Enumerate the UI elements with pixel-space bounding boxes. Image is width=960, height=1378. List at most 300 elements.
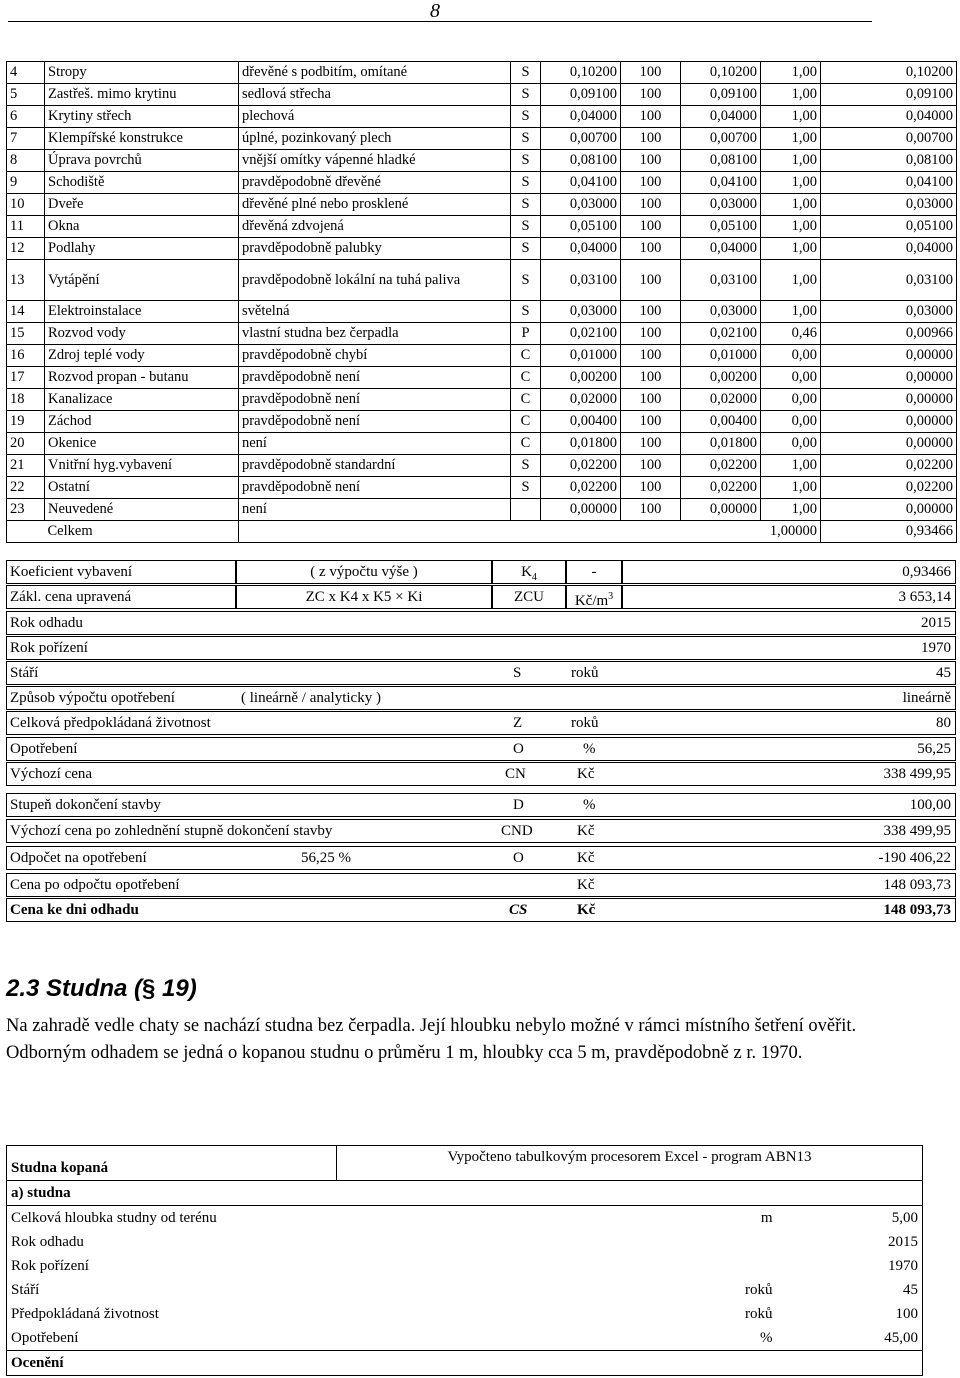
price-label: Zákl. cena upravená: [6, 585, 236, 609]
well-row-unit: m: [760, 1210, 773, 1226]
well-row-label: Celková hloubka studny od terénu: [11, 1210, 217, 1226]
component-desc: pravděpodobně není: [239, 411, 511, 433]
component-no: 14: [7, 301, 45, 323]
age-value: 45: [936, 665, 951, 681]
component-share: 0,04000: [541, 106, 621, 128]
component-desc: dřevěné plné nebo prosklené: [239, 194, 511, 216]
component-adjusted: 0,02200: [681, 477, 761, 499]
component-share: 0,08100: [541, 150, 621, 172]
coef-row: [6, 560, 956, 584]
component-desc: úplné, pozinkovaný plech: [239, 128, 511, 150]
component-category: S: [511, 455, 541, 477]
component-no: 19: [7, 411, 45, 433]
component-adjusted: 0,05100: [681, 216, 761, 238]
component-adjusted: 0,03000: [681, 301, 761, 323]
component-name: Úprava povrchů: [45, 150, 239, 172]
base2-row: [6, 819, 956, 843]
well-row-label: Rok odhadu: [11, 1234, 84, 1250]
final-symbol: CS: [509, 902, 528, 918]
component-coef: 0,00: [761, 345, 821, 367]
component-no: 4: [7, 62, 45, 84]
component-desc: pravděpodobně lokální na tuhá paliva: [239, 260, 511, 301]
component-result: 0,10200: [821, 62, 957, 84]
component-coef: 0,00: [761, 367, 821, 389]
component-row: [7, 106, 957, 128]
component-category: C: [511, 345, 541, 367]
component-no: 10: [7, 194, 45, 216]
final-label: Cena ke dni odhadu: [10, 902, 139, 918]
component-category: S: [511, 260, 541, 301]
component-no: 8: [7, 150, 45, 172]
well-row-label: Rok pořízení: [11, 1258, 89, 1274]
component-coef: 1,00: [761, 106, 821, 128]
component-category: S: [511, 62, 541, 84]
component-adjusted: 0,02000: [681, 389, 761, 411]
component-category: C: [511, 433, 541, 455]
well-row: [7, 1302, 923, 1326]
well-row-label: Stáří: [11, 1282, 40, 1298]
component-row: [7, 323, 957, 345]
component-name: Zastřeš. mimo krytinu: [45, 84, 239, 106]
component-share: 0,00200: [541, 367, 621, 389]
component-percent: 100: [621, 301, 681, 323]
component-adjusted: 0,08100: [681, 150, 761, 172]
well-note: Vypočteno tabulkovým procesorem Excel - program ABN13: [337, 1146, 923, 1181]
paragraph-sign-icon: §: [142, 975, 156, 1002]
component-percent: 100: [621, 389, 681, 411]
component-no: 9: [7, 172, 45, 194]
component-no: 13: [7, 260, 45, 301]
price-row: [6, 585, 956, 609]
component-category: C: [511, 389, 541, 411]
component-category: S: [511, 84, 541, 106]
component-name: Krytiny střech: [45, 106, 239, 128]
age-unit: roků: [571, 665, 599, 681]
life-symbol: Z: [513, 715, 523, 731]
component-adjusted: 0,02100: [681, 323, 761, 345]
well-row: [7, 1206, 923, 1231]
component-percent: 100: [621, 411, 681, 433]
base2-value: 338 499,95: [883, 823, 951, 839]
component-row: [7, 172, 957, 194]
component-share: 0,02000: [541, 389, 621, 411]
component-share: 0,03100: [541, 260, 621, 301]
well-last: Ocenění: [11, 1355, 64, 1371]
component-row: [7, 455, 957, 477]
base-label: Výchozí cena: [10, 766, 93, 782]
section-heading: 2.3 Studna (§ 19): [6, 975, 197, 1002]
component-row: [7, 238, 957, 260]
well-row-unit: [337, 1254, 777, 1278]
component-share: 0,10200: [541, 62, 621, 84]
deduct-label: Odpočet na opotřebení: [10, 850, 147, 866]
component-desc: sedlová střecha: [239, 84, 511, 106]
component-result: 0,00000: [821, 389, 957, 411]
component-adjusted: 0,00400: [681, 411, 761, 433]
component-desc: vlastní studna bez čerpadla: [239, 323, 511, 345]
component-percent: 100: [621, 84, 681, 106]
component-adjusted: 0,00000: [681, 499, 761, 521]
total-sum: 1,00000: [761, 521, 821, 543]
component-result: 0,03100: [821, 260, 957, 301]
component-row: [7, 260, 957, 301]
well-row-value: 5,00: [891, 1210, 919, 1226]
component-row: [7, 389, 957, 411]
component-desc: pravděpodobně dřevěné: [239, 172, 511, 194]
component-name: Záchod: [45, 411, 239, 433]
component-row: [7, 433, 957, 455]
component-percent: 100: [621, 62, 681, 84]
component-category: S: [511, 106, 541, 128]
component-result: 0,02200: [821, 477, 957, 499]
component-desc: plechová: [239, 106, 511, 128]
component-percent: 100: [621, 499, 681, 521]
component-name: Podlahy: [45, 238, 239, 260]
component-category: S: [511, 150, 541, 172]
component-percent: 100: [621, 216, 681, 238]
component-result: 0,00000: [821, 499, 957, 521]
component-no: 22: [7, 477, 45, 499]
component-share: 0,00700: [541, 128, 621, 150]
base2-label: Výchozí cena po zohlednění stupně dokončení stavby: [10, 823, 333, 839]
component-no: 15: [7, 323, 45, 345]
component-coef: 0,00: [761, 433, 821, 455]
component-result: 0,04000: [821, 106, 957, 128]
component-category: S: [511, 128, 541, 150]
age-label: Stáří: [10, 665, 39, 681]
component-category: S: [511, 216, 541, 238]
method-note: ( lineárně / analyticky ): [241, 690, 381, 706]
component-share: 0,00400: [541, 411, 621, 433]
component-row: [7, 128, 957, 150]
component-coef: 0,46: [761, 323, 821, 345]
well-table: [6, 1145, 923, 1376]
well-row: [7, 1254, 923, 1278]
component-percent: 100: [621, 238, 681, 260]
well-row-value: 100: [895, 1306, 919, 1322]
component-no: 11: [7, 216, 45, 238]
component-row: [7, 411, 957, 433]
well-row: [7, 1278, 923, 1302]
deduct-percent: 56,25 %: [301, 850, 351, 866]
component-coef: 0,00: [761, 411, 821, 433]
component-coef: 1,00: [761, 477, 821, 499]
page-number: 8: [430, 0, 440, 22]
component-coef: 1,00: [761, 172, 821, 194]
base-symbol: CN: [505, 766, 526, 782]
component-category: S: [511, 238, 541, 260]
component-share: 0,01000: [541, 345, 621, 367]
after-unit: Kč: [577, 877, 595, 893]
component-name: Okenice: [45, 433, 239, 455]
component-name: Stropy: [45, 62, 239, 84]
component-result: 0,00000: [821, 433, 957, 455]
component-name: Okna: [45, 216, 239, 238]
component-percent: 100: [621, 323, 681, 345]
wear-row: [6, 737, 956, 761]
component-name: Elektroinstalace: [45, 301, 239, 323]
component-adjusted: 0,00700: [681, 128, 761, 150]
component-result: 0,03000: [821, 301, 957, 323]
well-row-unit: %: [760, 1330, 773, 1346]
component-category: P: [511, 323, 541, 345]
component-name: Ostatní: [45, 477, 239, 499]
final-row: [6, 898, 956, 922]
component-result: 0,02200: [821, 455, 957, 477]
price-symbol: ZCU: [492, 585, 566, 609]
component-share: 0,03000: [541, 301, 621, 323]
base-value: 338 499,95: [883, 766, 951, 782]
component-percent: 100: [621, 433, 681, 455]
component-name: Neuvedené: [45, 499, 239, 521]
well-row-value: 45: [903, 1282, 919, 1298]
component-percent: 100: [621, 455, 681, 477]
component-desc: není: [239, 499, 511, 521]
method-value: lineárně: [902, 690, 951, 706]
component-coef: 1,00: [761, 260, 821, 301]
component-adjusted: 0,00200: [681, 367, 761, 389]
component-no: 18: [7, 389, 45, 411]
life-label: Celková předpokládaná životnost: [10, 715, 211, 731]
header-rule: [8, 21, 872, 22]
base-unit: Kč: [577, 766, 595, 782]
equipment-table: [6, 61, 957, 543]
component-adjusted: 0,10200: [681, 62, 761, 84]
component-row: [7, 62, 957, 84]
coef-value: 0,93466: [622, 560, 956, 584]
component-adjusted: 0,02200: [681, 455, 761, 477]
component-row: [7, 194, 957, 216]
well-title: Studna kopaná: [7, 1146, 337, 1181]
well-row-unit: roků: [745, 1282, 773, 1298]
stage-label: Stupeň dokončení stavby: [10, 797, 161, 813]
price-unit: $Kč/m^3$: [566, 585, 622, 609]
component-adjusted: 0,04000: [681, 238, 761, 260]
component-result: 0,00000: [821, 345, 957, 367]
component-row: [7, 301, 957, 323]
component-no: 20: [7, 433, 45, 455]
component-no: 12: [7, 238, 45, 260]
component-row: [7, 499, 957, 521]
component-desc: není: [239, 433, 511, 455]
deduct-row: [6, 846, 956, 870]
life-value: 80: [936, 715, 951, 731]
component-coef: 1,00: [761, 194, 821, 216]
final-value: 148 093,73: [883, 902, 951, 918]
component-percent: 100: [621, 477, 681, 499]
well-row-value: 1970: [888, 1258, 919, 1274]
life-row: [6, 711, 956, 735]
deduct-symbol: O: [513, 850, 524, 866]
well-row-unit: roků: [745, 1306, 773, 1322]
well-row-label: Opotřebení: [11, 1330, 79, 1346]
component-no: 7: [7, 128, 45, 150]
component-category: C: [511, 367, 541, 389]
component-share: 0,01800: [541, 433, 621, 455]
component-coef: 1,00: [761, 301, 821, 323]
year-acq-row: [6, 636, 956, 660]
year-est-value: 2015: [921, 615, 951, 631]
component-category: S: [511, 301, 541, 323]
total-result: 0,93466: [821, 521, 957, 543]
year-acq-value: 1970: [921, 640, 951, 656]
component-result: 0,00700: [821, 128, 957, 150]
component-share: 0,02200: [541, 455, 621, 477]
after-value: 148 093,73: [883, 877, 951, 893]
well-row: [7, 1230, 923, 1254]
wear-unit: %: [583, 741, 596, 757]
component-name: Vytápění: [45, 260, 239, 301]
component-name: Vnitřní hyg.vybavení: [45, 455, 239, 477]
component-percent: 100: [621, 345, 681, 367]
age-symbol: S: [513, 665, 522, 681]
component-name: Dveře: [45, 194, 239, 216]
component-adjusted: 0,09100: [681, 84, 761, 106]
component-desc: světelná: [239, 301, 511, 323]
deduct-value: -190 406,22: [878, 850, 951, 866]
component-adjusted: 0,04100: [681, 172, 761, 194]
base2-unit: Kč: [577, 823, 595, 839]
coef-note: ( z výpočtu výše ): [236, 560, 492, 584]
component-percent: 100: [621, 128, 681, 150]
year-est-label: Rok odhadu: [10, 615, 83, 631]
component-result: 0,04100: [821, 172, 957, 194]
component-no: 6: [7, 106, 45, 128]
component-desc: pravděpodobně není: [239, 367, 511, 389]
component-result: 0,04000: [821, 238, 957, 260]
component-desc: dřevěná zdvojená: [239, 216, 511, 238]
stage-symbol: D: [513, 797, 524, 813]
coef-unit: -: [566, 560, 622, 584]
component-no: 5: [7, 84, 45, 106]
component-desc: pravděpodobně není: [239, 389, 511, 411]
component-share: 0,09100: [541, 84, 621, 106]
well-row: [7, 1326, 923, 1351]
component-name: Klempířské konstrukce: [45, 128, 239, 150]
final-unit: Kč: [577, 902, 596, 918]
component-adjusted: 0,04000: [681, 106, 761, 128]
component-result: 0,00000: [821, 367, 957, 389]
component-coef: 1,00: [761, 238, 821, 260]
component-result: 0,05100: [821, 216, 957, 238]
year-acq-label: Rok pořízení: [10, 640, 88, 656]
component-result: 0,00966: [821, 323, 957, 345]
component-coef: 1,00: [761, 128, 821, 150]
component-category: S: [511, 477, 541, 499]
after-row: [6, 873, 956, 897]
component-result: 0,00000: [821, 411, 957, 433]
component-percent: 100: [621, 194, 681, 216]
component-desc: pravděpodobně není: [239, 477, 511, 499]
component-desc: pravděpodobně standardní: [239, 455, 511, 477]
component-desc: pravděpodobně chybí: [239, 345, 511, 367]
component-percent: 100: [621, 260, 681, 301]
component-name: Kanalizace: [45, 389, 239, 411]
component-coef: 1,00: [761, 62, 821, 84]
component-row: [7, 367, 957, 389]
component-share: 0,02200: [541, 477, 621, 499]
component-share: 0,03000: [541, 194, 621, 216]
stage-row: [6, 793, 956, 817]
component-percent: 100: [621, 150, 681, 172]
component-category: S: [511, 194, 541, 216]
component-category: S: [511, 172, 541, 194]
component-coef: 1,00: [761, 455, 821, 477]
component-percent: 100: [621, 172, 681, 194]
total-row: [7, 521, 957, 543]
wear-symbol: O: [513, 741, 524, 757]
component-result: 0,03000: [821, 194, 957, 216]
total-label: Celkem: [45, 521, 239, 543]
component-share: 0,04100: [541, 172, 621, 194]
method-row: [6, 686, 956, 710]
wear-label: Opotřebení: [10, 741, 78, 757]
stage-value: 100,00: [909, 797, 951, 813]
component-row: [7, 84, 957, 106]
component-coef: 0,00: [761, 389, 821, 411]
base-row: [6, 762, 956, 786]
component-row: [7, 345, 957, 367]
well-row-value: 2015: [888, 1234, 919, 1250]
component-name: Rozvod propan - butanu: [45, 367, 239, 389]
price-value: 3 653,14: [622, 585, 956, 609]
component-desc: dřevěné s podbitím, omítané: [239, 62, 511, 84]
component-percent: 100: [621, 106, 681, 128]
component-share: 0,02100: [541, 323, 621, 345]
component-row: [7, 216, 957, 238]
component-share: 0,04000: [541, 238, 621, 260]
age-row: [6, 661, 956, 685]
component-percent: 100: [621, 367, 681, 389]
component-coef: 1,00: [761, 84, 821, 106]
component-result: 0,08100: [821, 150, 957, 172]
component-adjusted: 0,01000: [681, 345, 761, 367]
section-paragraph: Na zahradě vedle chaty se nachází studna bez čerpadla. Její hloubku nebylo možné v rámci místního šetření ověřit. Odborným odhadem se jedná o kopanou studnu o průměru 1 m, hloubky cca 5 m, pravděpodobně z r. 1970.: [6, 1016, 857, 1063]
after-label: Cena po odpočtu opotřebení: [10, 877, 180, 893]
price-formula: ZC x K4 x K5 × Ki: [236, 585, 492, 609]
component-coef: 1,00: [761, 150, 821, 172]
component-no: 21: [7, 455, 45, 477]
component-no: 17: [7, 367, 45, 389]
component-adjusted: 0,03100: [681, 260, 761, 301]
component-no: 16: [7, 345, 45, 367]
component-category: [511, 499, 541, 521]
component-share: 0,05100: [541, 216, 621, 238]
component-name: Zdroj teplé vody: [45, 345, 239, 367]
base2-symbol: CND: [501, 823, 533, 839]
life-unit: roků: [571, 715, 599, 731]
component-name: Schodiště: [45, 172, 239, 194]
wear-value: 56,25: [917, 741, 951, 757]
deduct-unit: Kč: [577, 850, 595, 866]
component-share: 0,00000: [541, 499, 621, 521]
method-label: Způsob výpočtu opotřebení: [10, 690, 175, 706]
component-name: Rozvod vody: [45, 323, 239, 345]
component-category: C: [511, 411, 541, 433]
coef-symbol: $K_4$: [492, 560, 566, 584]
stage-unit: %: [583, 797, 596, 813]
component-adjusted: 0,01800: [681, 433, 761, 455]
component-coef: 1,00: [761, 499, 821, 521]
component-desc: pravděpodobně palubky: [239, 238, 511, 260]
component-row: [7, 150, 957, 172]
component-row: [7, 477, 957, 499]
component-desc: vnější omítky vápenné hladké: [239, 150, 511, 172]
component-adjusted: 0,03000: [681, 194, 761, 216]
well-row-value: 45,00: [884, 1330, 919, 1346]
coef-label: Koeficient vybavení: [6, 560, 236, 584]
well-row-unit: [337, 1230, 777, 1254]
